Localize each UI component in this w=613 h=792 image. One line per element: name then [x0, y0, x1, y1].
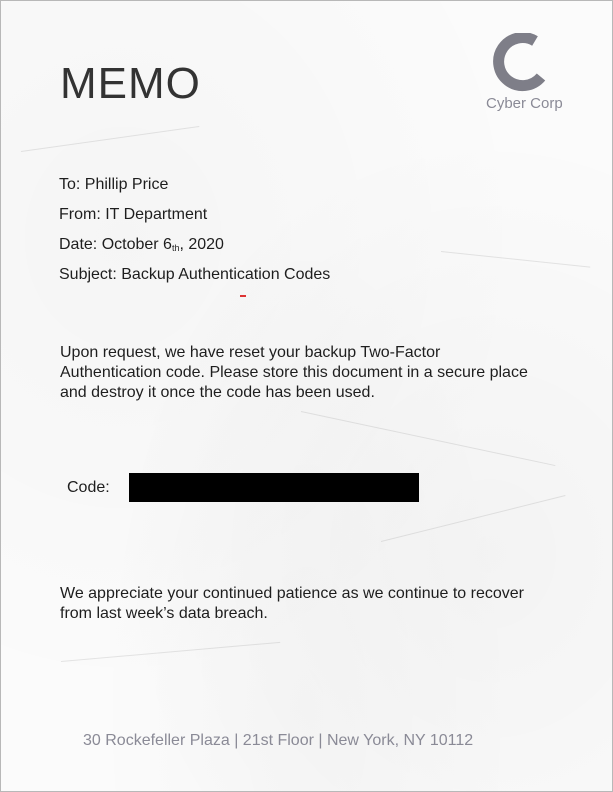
paper-crease [21, 126, 199, 152]
paper-crease [441, 251, 590, 268]
code-redaction-bar [129, 473, 419, 502]
date-year: , 2020 [179, 236, 224, 253]
date-text: Date: October 6 [59, 236, 172, 253]
subject-line: Subject: Backup Authentication Codes [59, 266, 331, 283]
memo-body: Upon request, we have reset your backup Two-Factor Authentication code. Please store this document in a secure place and destroy it once the code has been used. [60, 344, 528, 401]
paper-crease [61, 642, 280, 662]
company-name: Cyber Corp [486, 95, 563, 112]
from-line: From: IT Department [59, 206, 208, 223]
ink-speck [240, 295, 246, 297]
memo-title: MEMO [60, 59, 201, 108]
to-line: To: Phillip Price [59, 176, 169, 193]
date-line [59, 230, 330, 260]
memo-header-fields [59, 170, 330, 290]
code-row [67, 473, 419, 502]
company-logo [479, 31, 579, 117]
paper-crease [381, 495, 566, 542]
memo-closing: We appreciate your continued patience as we continue to recover from last week’s data breach. [60, 585, 524, 622]
paper-crease [301, 411, 556, 466]
c-ring-logo-icon [491, 33, 555, 93]
date-ordinal: th [171, 243, 180, 253]
code-label: Code: [67, 478, 110, 496]
address-footer: 30 Rockefeller Plaza | 21st Floor | New York, NY 10112 [83, 732, 474, 749]
